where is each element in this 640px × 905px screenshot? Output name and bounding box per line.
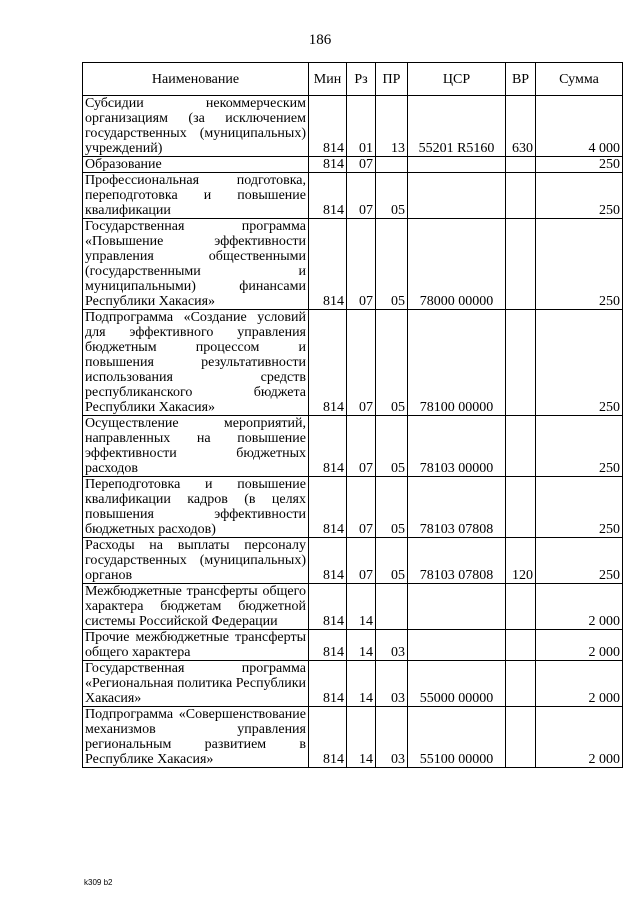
cell-min: 814 <box>309 173 347 219</box>
cell-min: 814 <box>309 477 347 538</box>
cell-csr: 55100 00000 <box>408 707 506 768</box>
cell-csr <box>408 173 506 219</box>
cell-sum: 250 <box>536 157 623 173</box>
table-row <box>83 96 623 157</box>
header-name: Наименование <box>83 63 309 96</box>
cell-vr <box>506 416 536 477</box>
cell-sum: 2 000 <box>536 707 623 768</box>
cell-name: Субсидии некоммерческим организациям (за исключением государственных (муниципальных) учреждений) <box>83 96 309 157</box>
table-row <box>83 707 623 768</box>
cell-rz: 07 <box>347 157 376 173</box>
cell-csr: 55201 R5160 <box>408 96 506 157</box>
cell-vr <box>506 707 536 768</box>
header-csr: ЦСР <box>408 63 506 96</box>
cell-pr: 05 <box>376 173 408 219</box>
cell-sum: 4 000 <box>536 96 623 157</box>
cell-sum: 250 <box>536 310 623 416</box>
cell-vr: 630 <box>506 96 536 157</box>
cell-pr: 05 <box>376 538 408 584</box>
cell-sum: 250 <box>536 416 623 477</box>
cell-name: Расходы на выплаты персоналу государственных (муниципальных) органов <box>83 538 309 584</box>
header-min: Мин <box>309 63 347 96</box>
cell-pr: 05 <box>376 219 408 310</box>
table-row <box>83 538 623 584</box>
table-row <box>83 630 623 661</box>
cell-sum: 250 <box>536 477 623 538</box>
table-row <box>83 416 623 477</box>
cell-rz: 01 <box>347 96 376 157</box>
cell-min: 814 <box>309 630 347 661</box>
cell-name: Государственная программа «Региональная политика Республики Хакасия» <box>83 661 309 707</box>
cell-min: 814 <box>309 661 347 707</box>
table-row <box>83 219 623 310</box>
cell-vr <box>506 219 536 310</box>
cell-name: Подпрограмма «Совершенствование механизмов управления региональным развитием в Республике Хакасия» <box>83 707 309 768</box>
cell-rz: 07 <box>347 173 376 219</box>
header-vr: ВР <box>506 63 536 96</box>
cell-pr: 03 <box>376 661 408 707</box>
cell-name: Переподготовка и повышение квалификации кадров (в целях повышения эффективности бюджетных расходов) <box>83 477 309 538</box>
table-row <box>83 310 623 416</box>
cell-rz: 14 <box>347 630 376 661</box>
cell-rz: 14 <box>347 707 376 768</box>
cell-min: 814 <box>309 96 347 157</box>
cell-name: Осуществление мероприятий, направленных на повышение эффективности бюджетных расходов <box>83 416 309 477</box>
cell-csr <box>408 157 506 173</box>
cell-pr: 13 <box>376 96 408 157</box>
cell-rz: 07 <box>347 219 376 310</box>
cell-csr <box>408 630 506 661</box>
cell-rz: 14 <box>347 661 376 707</box>
table-row <box>83 584 623 630</box>
header-rz: Рз <box>347 63 376 96</box>
table-row <box>83 477 623 538</box>
cell-min: 814 <box>309 707 347 768</box>
cell-name: Межбюджетные трансферты общего характера бюджетам бюджетной системы Российской Федерации <box>83 584 309 630</box>
table-row <box>83 661 623 707</box>
cell-name: Профессиональная подготовка, переподготовка и повышение квалификации <box>83 173 309 219</box>
cell-name: Прочие межбюджетные трансферты общего характера <box>83 630 309 661</box>
table-row <box>83 157 623 173</box>
header-sum: Сумма <box>536 63 623 96</box>
page-number: 186 <box>308 32 332 48</box>
cell-csr: 78000 00000 <box>408 219 506 310</box>
cell-min: 814 <box>309 416 347 477</box>
table-header-row <box>83 63 623 96</box>
cell-min: 814 <box>309 538 347 584</box>
cell-csr <box>408 584 506 630</box>
cell-vr <box>506 661 536 707</box>
cell-min: 814 <box>309 584 347 630</box>
cell-name: Образование <box>83 157 309 173</box>
table-row <box>83 173 623 219</box>
cell-sum: 2 000 <box>536 584 623 630</box>
cell-csr: 78103 00000 <box>408 416 506 477</box>
cell-name: Подпрограмма «Создание условий для эффективного управления бюджетным процессом и повышения результативности использования средств республиканского бюджета Республики Хакасия» <box>83 310 309 416</box>
cell-rz: 07 <box>347 416 376 477</box>
cell-vr <box>506 310 536 416</box>
cell-min: 814 <box>309 310 347 416</box>
cell-pr: 03 <box>376 630 408 661</box>
footer-code: k309 b2 <box>84 878 113 887</box>
cell-vr <box>506 584 536 630</box>
cell-sum: 2 000 <box>536 630 623 661</box>
cell-sum: 250 <box>536 173 623 219</box>
cell-csr: 78103 07808 <box>408 538 506 584</box>
cell-min: 814 <box>309 219 347 310</box>
cell-pr: 05 <box>376 416 408 477</box>
cell-rz: 07 <box>347 477 376 538</box>
cell-csr: 78103 07808 <box>408 477 506 538</box>
cell-sum: 2 000 <box>536 661 623 707</box>
cell-vr <box>506 477 536 538</box>
header-pr: ПР <box>376 63 408 96</box>
budget-table <box>82 62 623 768</box>
cell-pr <box>376 157 408 173</box>
cell-vr: 120 <box>506 538 536 584</box>
cell-csr: 55000 00000 <box>408 661 506 707</box>
cell-pr <box>376 584 408 630</box>
cell-min: 814 <box>309 157 347 173</box>
cell-name: Государственная программа «Повышение эффективности управления общественными (государственными и муниципальными) финансами Республики Хакасия» <box>83 219 309 310</box>
cell-csr: 78100 00000 <box>408 310 506 416</box>
cell-rz: 14 <box>347 584 376 630</box>
cell-pr: 03 <box>376 707 408 768</box>
cell-vr <box>506 630 536 661</box>
cell-rz: 07 <box>347 310 376 416</box>
cell-vr <box>506 173 536 219</box>
cell-pr: 05 <box>376 477 408 538</box>
cell-sum: 250 <box>536 538 623 584</box>
cell-vr <box>506 157 536 173</box>
cell-pr: 05 <box>376 310 408 416</box>
cell-sum: 250 <box>536 219 623 310</box>
cell-rz: 07 <box>347 538 376 584</box>
